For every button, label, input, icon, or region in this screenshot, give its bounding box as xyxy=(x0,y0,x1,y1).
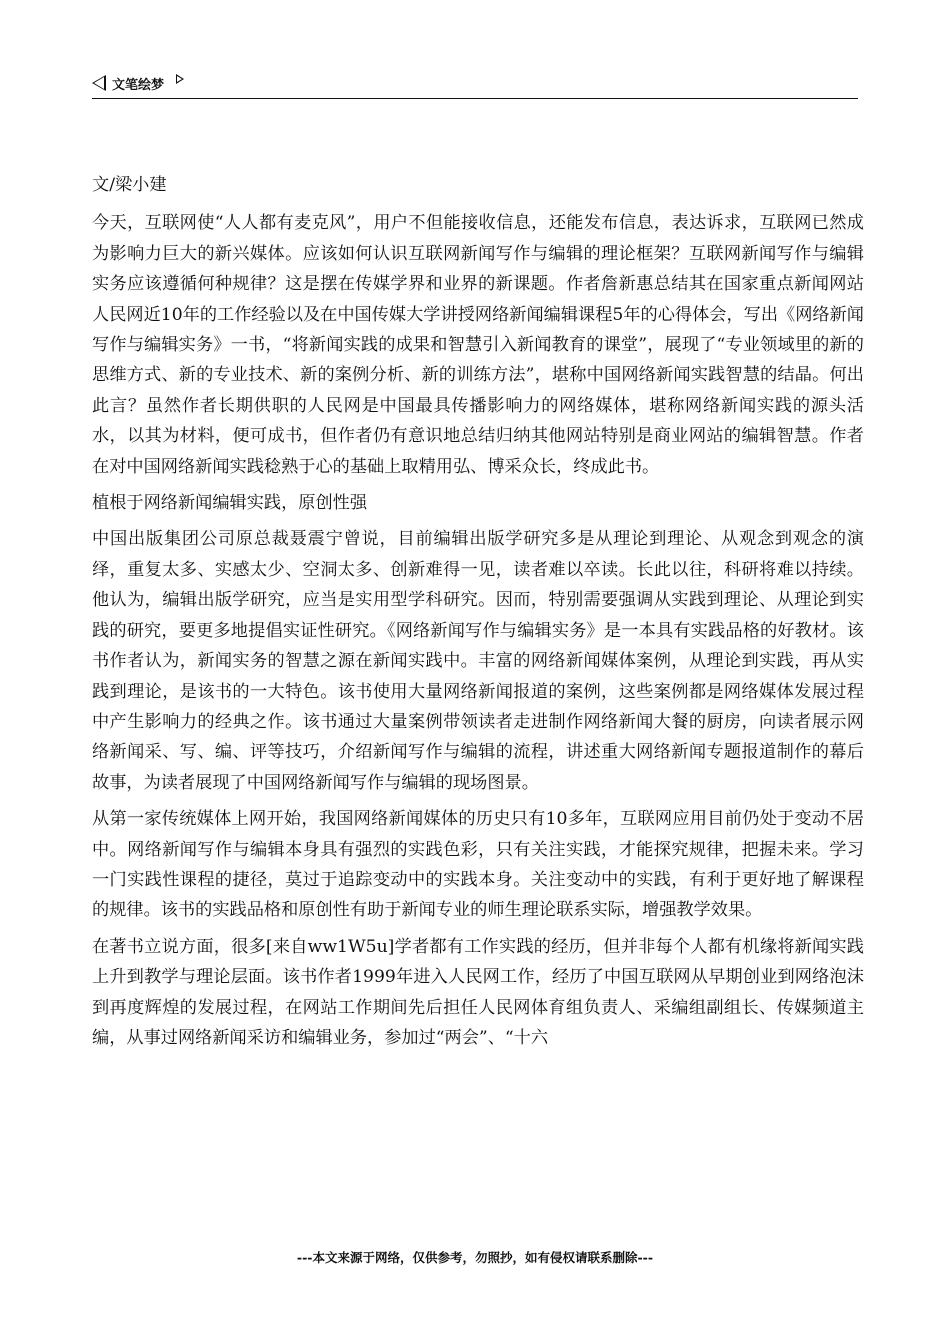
article-author: 文/梁小建 xyxy=(92,175,167,195)
page-header xyxy=(92,68,858,99)
left-triangle-icon xyxy=(92,75,106,91)
paragraph-intro: 今天，互联网使“人人都有麦克风”，用户不但能接收信息，还能发布信息，表达诉求，互联网已然成为影响力巨大的新兴媒体。应该如何认识互联网新闻写作与编辑的理论框架？互联网新闻写作与编辑实务应该遵循何种规律？这是摆在传媒学界和业界的新课题。作者詹新惠总结其在国家重点新闻网站人民网近10年的工作经验以及在中国传媒大学讲授网络新闻编辑课程5年的心得体会，写出《网络新闻写作与编辑实务》一书，“将新闻实践的成果和智慧引入新闻教育的课堂”，展现了“专业领域里的新的思维方式、新的专业技术、新的案例分析、新的训练方法”，堪称中国网络新闻实践智慧的结晶。何出此言？虽然作者长期供职的人民网是中国最具传播影响力的网络媒体，堪称网络新闻实践的源头活水，以其为材料，便可成书，但作者仍有意识地总结归纳其他网站特别是商业网站的编辑智慧。作者在对中国网络新闻实践稔熟于心的基础上取精用弘、博采众长，终成此书。 xyxy=(92,213,864,477)
section-heading: 植根于网络新闻编辑实践，原创性强 xyxy=(92,493,368,514)
right-triangle-icon xyxy=(176,74,184,84)
paragraph-practice: 中国出版集团公司原总裁聂震宁曾说，目前编辑出版学研究多是从理论到理论、从观念到观念的演绎，重复太多、实感太少、空洞太多、创新难得一见，读者难以卒读。长此以往，科研将难以持续。他认为，编辑出版学研究，应当是实用型学科研究。因而，特别需要强调从实践到理论、从理论到实践的研究，要更多地提倡实证性研究。《网络新闻写作与编辑实务》是一本具有实践品格的好教材。该书作者认为，新闻实务的智慧之源在新闻实践中。丰富的网络新闻媒体案例，从理论到实践，再从实践到理论，是该书的一大特色。该书使用大量网络新闻报道的案例，这些案例都是网络媒体发展过程中产生影响力的经典之作。该书通过大量案例带领读者走进制作网络新闻大餐的厨房，向读者展示网络新闻采、写、编、评等技巧，介绍新闻写作与编辑的流程，讲述重大网络新闻专题报道制作的幕后故事，为读者展现了中国网络新闻写作与编辑的现场图景。 xyxy=(92,529,864,793)
header-title: 文笔绘梦 xyxy=(112,77,165,93)
article-body xyxy=(92,170,864,1059)
paragraph-author-experience: 在著书立说方面，很多[来自ww1W5u]学者都有工作实践的经历，但并非每个人都有机缘将新闻实践上升到教学与理论层面。该书作者1999年进入人民网工作，经历了中国互联网从早期创业到网络泡沫到再度辉煌的发展过程，在网站工作期间先后担任人民网体育组负责人、采编组副组长、传媒频道主编，从事过网络新闻采访和编辑业务，参加过“两会”、“十六 xyxy=(92,936,864,1048)
footer-disclaimer: ---本文来源于网络，仅供参考，勿照抄，如有侵权请联系删除--- xyxy=(296,1250,654,1265)
paragraph-history: 从第一家传统媒体上网开始，我国网络新闻媒体的历史只有10多年，互联网应用目前仍处于变动不居中。网络新闻写作与编辑本身具有强烈的实践色彩，只有关注实践，才能探究规律，把握未来。学习一门实践性课程的捷径，莫过于追踪变动中的实践本身。关注变动中的实践，有利于更好地了解课程的规律。该书的实践品格和原创性有助于新闻专业的师生理论联系实际，增强教学效果。 xyxy=(92,809,864,921)
